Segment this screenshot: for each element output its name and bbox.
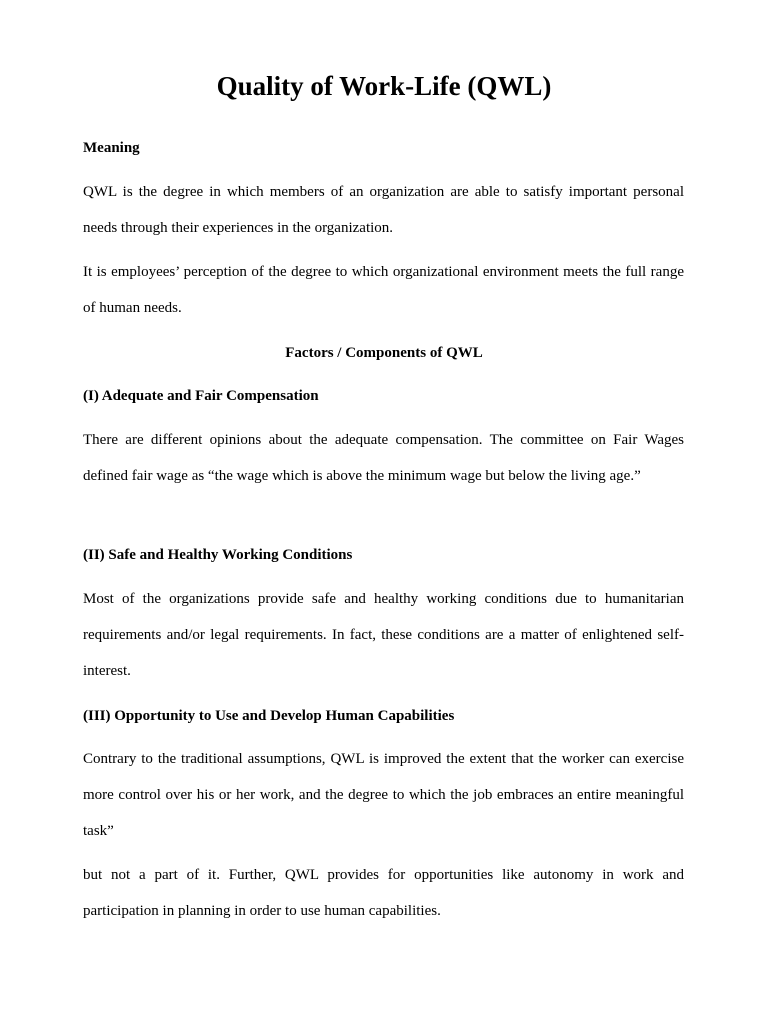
- section-paragraph-human-capabilities-2: but not a part of it. Further, QWL provides for opportunities like autonomy in work and participation in planning in order to use human capabilities.: [83, 867, 684, 919]
- meaning-paragraph-1: QWL is the degree in which members of an organization are able to satisfy important personal needs through their experiences in the organization.: [83, 184, 684, 236]
- section-paragraph-human-capabilities-1: Contrary to the traditional assumptions, QWL is improved the extent that the worker can exercise more control over his or her work, and the degree to which the job embraces an entire meaningful task”: [83, 751, 684, 839]
- page-title: Quality of Work-Life (QWL): [216, 71, 552, 101]
- factors-heading: Factors / Components of QWL: [285, 345, 483, 361]
- section-heading-human-capabilities: (III) Opportunity to Use and Develop Human Capabilities: [83, 708, 455, 724]
- meaning-heading: Meaning: [83, 140, 140, 156]
- meaning-paragraph-2: It is employees’ perception of the degree to which organizational environment meets the full range of human needs.: [83, 264, 684, 316]
- section-heading-working-conditions: (II) Safe and Healthy Working Conditions: [83, 547, 353, 563]
- section-paragraph-working-conditions: Most of the organizations provide safe and healthy working conditions due to humanitarian requirements and/or legal requirements. In fact, these conditions are a matter of enlightened self-interest.: [83, 591, 684, 679]
- section-paragraph-compensation: There are different opinions about the adequate compensation. The committee on Fair Wages defined fair wage as “the wage which is above the minimum wage but below the living age.”: [83, 432, 684, 484]
- section-heading-compensation: (I) Adequate and Fair Compensation: [83, 388, 319, 404]
